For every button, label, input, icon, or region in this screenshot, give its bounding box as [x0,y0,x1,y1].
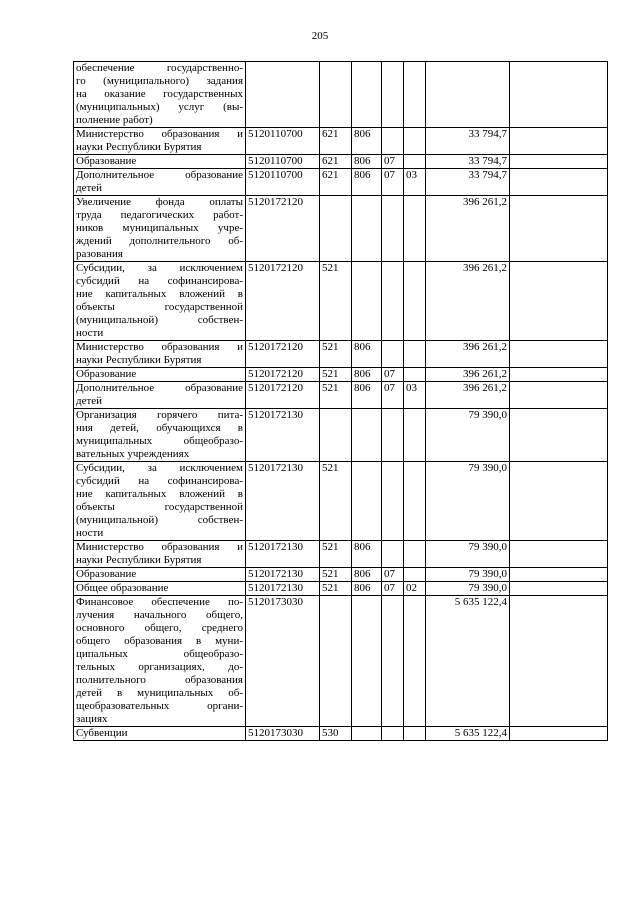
target-article-cell: 5120172130 [246,568,320,582]
name-line: ние капитальных вложений в [76,488,243,500]
name-line: объекты государственной [76,501,243,513]
target-article-cell: 5120172130 [246,541,320,568]
target-article-cell [246,62,320,128]
name-cell [74,382,246,409]
name-cell [74,62,246,128]
subsection-cell [404,262,426,341]
table-row [74,155,608,169]
amount-cell: 396 261,2 [426,262,510,341]
name-line: детей [76,182,103,194]
target-article-cell: 5120110700 [246,128,320,155]
name-line: (муниципальной) собствен- [76,314,243,326]
expense-type-cell: 521 [320,582,352,596]
section-cell [382,409,404,462]
target-article-cell: 5120110700 [246,169,320,196]
expense-type-cell: 621 [320,155,352,169]
extra-cell [510,382,608,409]
name-line: го (муниципального) задания [76,75,243,87]
name-line: объекты государственной [76,301,243,313]
subsection-cell: 03 [404,169,426,196]
name-cell [74,568,246,582]
name-line: Министерство образования и [76,341,243,353]
table-row [74,462,608,541]
name-line: ждений дополнительного об- [76,235,243,247]
expense-type-cell: 521 [320,462,352,541]
amount-cell: 396 261,2 [426,382,510,409]
name-line: труда педагогических работ- [76,209,243,221]
amount-cell: 5 635 122,4 [426,596,510,727]
ministry-code-cell [352,62,382,128]
amount-cell: 396 261,2 [426,368,510,382]
subsection-cell [404,727,426,741]
name-cell [74,409,246,462]
subsection-cell [404,368,426,382]
expense-type-cell: 521 [320,568,352,582]
table-row [74,582,608,596]
amount-cell: 79 390,0 [426,541,510,568]
name-line: детей [76,395,103,407]
expense-type-cell: 521 [320,341,352,368]
section-cell: 07 [382,169,404,196]
table-row [74,596,608,727]
section-cell: 07 [382,155,404,169]
target-article-cell: 5120172130 [246,462,320,541]
ministry-code-cell: 806 [352,382,382,409]
name-line: субсидий на софинансирова- [76,475,243,487]
section-cell [382,128,404,155]
name-line: Организация горячего пита- [76,409,243,421]
section-cell [382,62,404,128]
target-article-cell: 5120172130 [246,582,320,596]
extra-cell [510,596,608,727]
target-article-cell: 5120172120 [246,341,320,368]
expense-type-cell: 530 [320,727,352,741]
name-cell [74,196,246,262]
section-cell [382,262,404,341]
expense-type-cell: 521 [320,262,352,341]
name-line: лучения начального общего, [76,609,243,621]
name-line: ников муниципальных учре- [76,222,243,234]
name-line: Увеличение фонда оплаты [76,196,243,208]
extra-cell [510,409,608,462]
target-article-cell: 5120172120 [246,262,320,341]
name-line: муниципальных общеобразо- [76,435,243,447]
amount-cell: 79 390,0 [426,409,510,462]
ministry-code-cell [352,462,382,541]
table-row [74,341,608,368]
ministry-code-cell: 806 [352,568,382,582]
ministry-code-cell [352,262,382,341]
name-line: полнительного образования [76,674,243,686]
subsection-cell: 03 [404,382,426,409]
name-line: субсидий на софинансирова- [76,275,243,287]
name-line: Дополнительное образование [76,169,243,181]
name-line: науки Республики Бурятия [76,141,202,153]
amount-cell: 33 794,7 [426,128,510,155]
table-row [74,262,608,341]
amount-cell: 79 390,0 [426,568,510,582]
target-article-cell: 5120173030 [246,727,320,741]
ministry-code-cell: 806 [352,128,382,155]
subsection-cell [404,462,426,541]
ministry-code-cell [352,196,382,262]
target-article-cell: 5120110700 [246,155,320,169]
name-line: ния детей, обучающихся в [76,422,243,434]
section-cell [382,462,404,541]
name-line: общего образования в муни- [76,635,243,647]
name-cell [74,582,246,596]
subsection-cell [404,541,426,568]
expense-type-cell [320,409,352,462]
extra-cell [510,128,608,155]
name-line: (муниципальной) собствен- [76,514,243,526]
name-line: ности [76,527,104,539]
target-article-cell: 5120172120 [246,368,320,382]
subsection-cell: 02 [404,582,426,596]
name-line: полнение работ) [76,114,153,126]
section-cell: 07 [382,568,404,582]
expense-type-cell [320,196,352,262]
name-line: на оказание государственных [76,88,243,100]
name-cell [74,262,246,341]
name-cell [74,727,246,741]
target-article-cell: 5120173030 [246,596,320,727]
name-cell [74,155,246,169]
name-cell [74,128,246,155]
name-line: ципальных общеобразо- [76,648,243,660]
subsection-cell [404,196,426,262]
ministry-code-cell: 806 [352,582,382,596]
amount-cell: 33 794,7 [426,155,510,169]
name-line: щеобразовательных органи- [76,700,243,712]
amount-cell: 396 261,2 [426,341,510,368]
subsection-cell [404,155,426,169]
extra-cell [510,368,608,382]
name-line: Финансовое обеспечение по- [76,596,243,608]
extra-cell [510,196,608,262]
section-cell [382,596,404,727]
ministry-code-cell: 806 [352,155,382,169]
name-line: (муниципальных) услуг (вы- [76,101,243,113]
name-cell [74,596,246,727]
name-line: Образование [76,568,137,580]
amount-cell: 79 390,0 [426,462,510,541]
ministry-code-cell: 806 [352,368,382,382]
section-cell: 07 [382,382,404,409]
name-cell [74,169,246,196]
name-line: вательных учреждениях [76,448,190,460]
table-row [74,128,608,155]
extra-cell [510,262,608,341]
name-line: Субвенции [76,727,128,739]
name-line: Дополнительное образование [76,382,243,394]
name-line: Субсидии, за исключением [76,262,243,274]
name-line: науки Республики Бурятия [76,554,202,566]
section-cell [382,541,404,568]
subsection-cell [404,62,426,128]
name-line: разования [76,248,123,260]
target-article-cell: 5120172120 [246,382,320,409]
name-line: зациях [76,713,108,725]
ministry-code-cell [352,596,382,727]
extra-cell [510,62,608,128]
table-body [74,62,608,741]
amount-cell: 396 261,2 [426,196,510,262]
section-cell [382,196,404,262]
ministry-code-cell: 806 [352,341,382,368]
section-cell: 07 [382,582,404,596]
name-line: обеспечение государственно- [76,62,243,74]
name-line: Министерство образования и [76,541,243,553]
ministry-code-cell: 806 [352,169,382,196]
amount-cell [426,62,510,128]
expense-type-cell: 621 [320,169,352,196]
subsection-cell [404,596,426,727]
subsection-cell [404,128,426,155]
subsection-cell [404,341,426,368]
table-row [74,169,608,196]
name-line: Общее образование [76,582,169,594]
name-line: Субсидии, за исключением [76,462,243,474]
extra-cell [510,541,608,568]
target-article-cell: 5120172130 [246,409,320,462]
extra-cell [510,582,608,596]
ministry-code-cell: 806 [352,541,382,568]
budget-table [73,61,608,741]
name-line: Министерство образования и [76,128,243,140]
table-row [74,62,608,128]
page-number: 205 [311,30,329,42]
name-line: тельных организациях, до- [76,661,243,673]
expense-type-cell: 521 [320,382,352,409]
amount-cell: 5 635 122,4 [426,727,510,741]
amount-cell: 79 390,0 [426,582,510,596]
subsection-cell [404,568,426,582]
extra-cell [510,727,608,741]
table-row [74,409,608,462]
table-row [74,541,608,568]
extra-cell [510,462,608,541]
table-row [74,382,608,409]
expense-type-cell [320,62,352,128]
section-cell [382,727,404,741]
section-cell: 07 [382,368,404,382]
table-row [74,568,608,582]
expense-type-cell: 521 [320,368,352,382]
expense-type-cell [320,596,352,727]
name-line: ности [76,327,104,339]
name-line: основного общего, среднего [76,622,243,634]
name-line: науки Республики Бурятия [76,354,202,366]
extra-cell [510,169,608,196]
name-line: Образование [76,155,137,167]
subsection-cell [404,409,426,462]
table-row [74,727,608,741]
amount-cell: 33 794,7 [426,169,510,196]
extra-cell [510,155,608,169]
extra-cell [510,568,608,582]
section-cell [382,341,404,368]
name-line: ние капитальных вложений в [76,288,243,300]
ministry-code-cell [352,409,382,462]
expense-type-cell: 521 [320,541,352,568]
name-cell [74,541,246,568]
name-line: Образование [76,368,137,380]
name-cell [74,368,246,382]
name-cell [74,341,246,368]
table-row [74,196,608,262]
name-cell [74,462,246,541]
expense-type-cell: 621 [320,128,352,155]
extra-cell [510,341,608,368]
ministry-code-cell [352,727,382,741]
target-article-cell: 5120172120 [246,196,320,262]
table-row [74,368,608,382]
name-line: детей в муниципальных об- [76,687,243,699]
